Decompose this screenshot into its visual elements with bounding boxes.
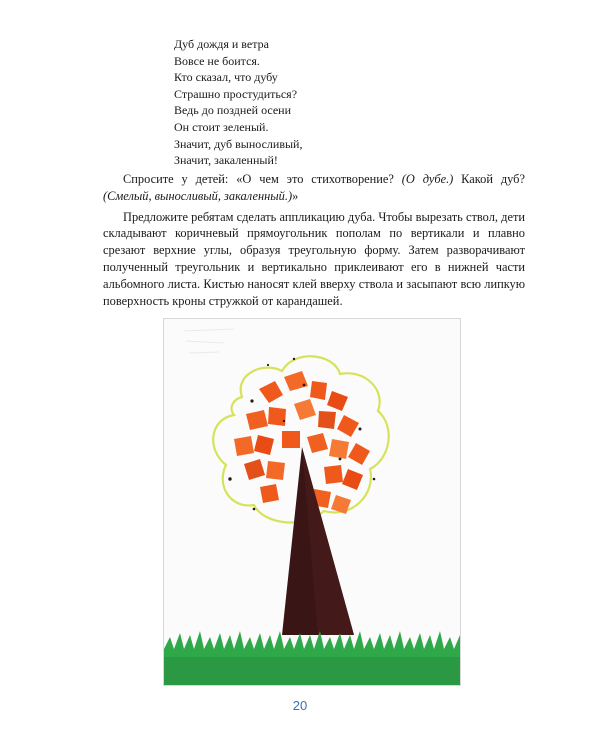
question-text: Спросите у детей: «О чем это стихотворение? [123,172,402,186]
poem-line: Значит, дуб выносливый, [174,136,303,151]
question-text: Какой дуб? [453,172,525,186]
page-number: 20 [292,698,308,713]
answer-italic: (О дубе.) [401,172,454,186]
paragraph-questions [103,171,525,205]
poem [174,36,302,169]
poem-line: Страшно простудиться? [174,86,298,101]
poem-line: Вовсе не боится. [174,53,260,68]
paragraph-instructions: Предложите ребятам сделать аппликацию дуба. Чтобы вырезать ствол, дети складывают коричневый прямоугольник пополам по вертикали и плавно срезают верхние углы, образуя треугольную форму. Затем разворачивают полученный треугольник и вертикально приклеивают его в нижней части альбомного листа. Кистью наносят клей вверху ствола и засыпают всю липкую поверхность кроны стружкой от карандашей. [103,209,525,308]
poem-line: Дуб дождя и ветра [174,37,269,51]
closing-quote: » [292,188,299,203]
poem-line: Кто сказал, что дубу [174,70,278,85]
body-text [103,171,525,313]
poem-line: Ведь до поздней осени [174,103,292,118]
oak-applique-photo [163,318,461,686]
oak-applique-illustration [164,319,460,685]
answer-italic: (Смелый, выносливый, закаленный.) [103,188,293,203]
poem-line: Значит, закаленный! [174,153,278,168]
poem-line: Он стоит зеленый. [174,119,269,134]
